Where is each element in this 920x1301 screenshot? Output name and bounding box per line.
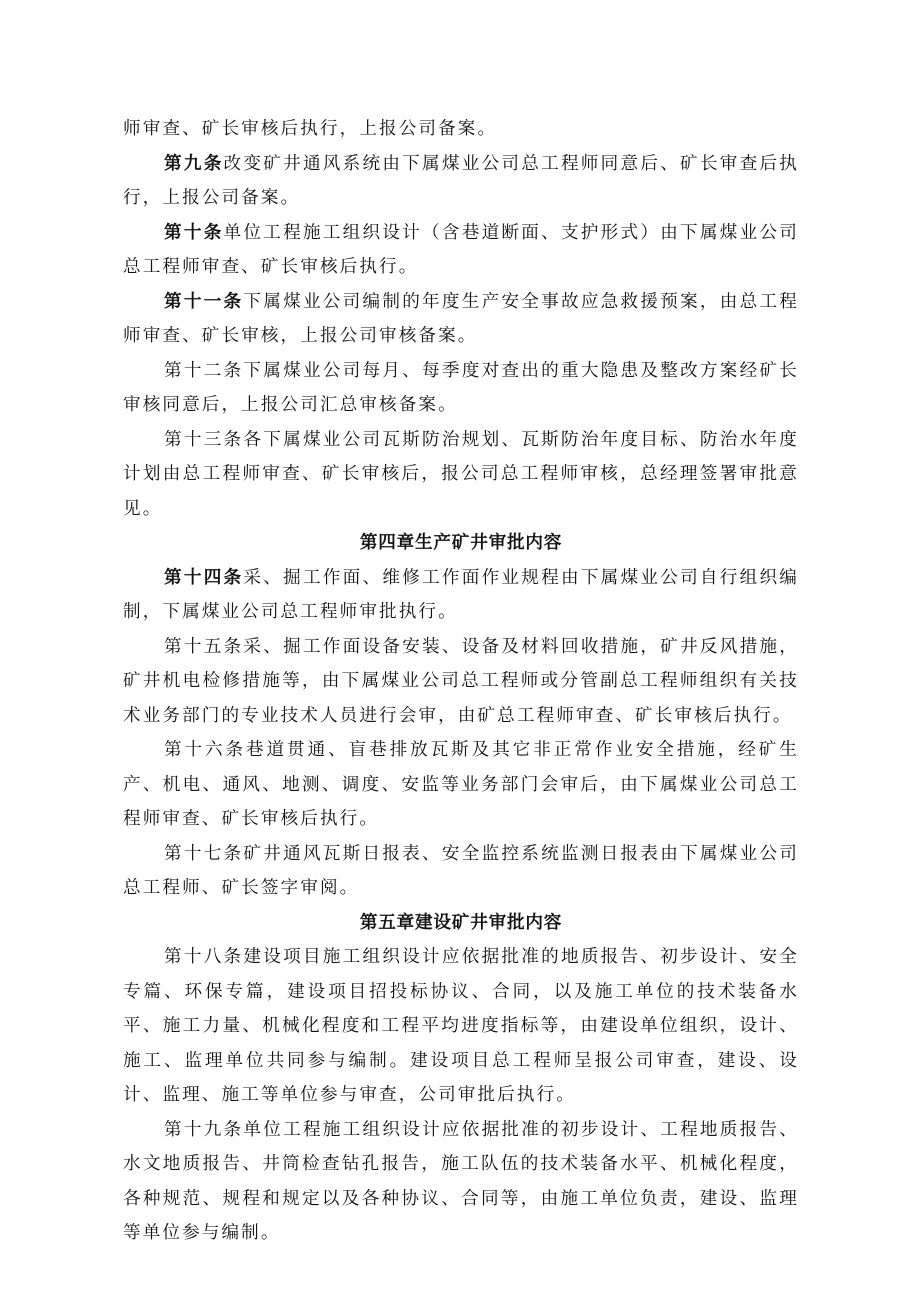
article-18: 第十八条建设项目施工组织设计应依据批准的地质报告、初步设计、安全专篇、环保专篇，建设项目招投标协议、合同，以及施工单位的技术装备水平、施工力量、机械化程度和工程平均进度指标等，由建设单位组织，设计、施工、监理单位共同参与编制。建设项目总工程师呈报公司审查，建设、设计、监理、施工等单位参与审查，公司审批后执行。	[123, 947, 799, 1105]
article-10-title: 第十条	[164, 221, 224, 243]
article-13: 第十三条各下属煤业公司瓦斯防治规划、瓦斯防治年度目标、防治水年度计划由总工程师审查、矿长审核后，报公司总工程师审核，总经理签署审批意见。	[123, 429, 799, 519]
article-10	[123, 216, 799, 285]
article-15: 第十五条采、掘工作面设备安装、设备及材料回收措施，矿井反风措施，矿井机电检修措施等，由下属煤业公司总工程师或分管副总工程师组织有关技术业务部门的专业技术人员进行会审，由矿总工程师审查、矿长审核后执行。	[123, 636, 799, 726]
article-9-title: 第九条	[164, 152, 224, 174]
article-16: 第十六条巷道贯通、盲巷排放瓦斯及其它非正常作业安全措施，经矿生产、机电、通风、地测、调度、安监等业务部门会审后，由下属煤业公司总工程师审查、矿长审核后执行。	[123, 740, 799, 829]
article-11-body: 下属煤业公司编制的年度生产安全事故应急救援预案，由总工程师审查、矿长审核，上报公司审核备案。	[123, 291, 799, 346]
article-11	[123, 285, 799, 354]
chapter-4-heading: 第四章生产矿井审批内容	[359, 532, 563, 553]
article-9	[123, 147, 799, 216]
chapter-5-heading: 第五章建设矿井审批内容	[359, 911, 563, 933]
article-19: 第十九条单位工程施工组织设计应依据批准的初步设计、工程地质报告、水文地质报告、井筒检查钻孔报告，施工队伍的技术装备水平、机械化程度，各种规范、规程和规定以及各种协议、合同等，由施工单位负责，建设、监理等单位参与编制。	[123, 1119, 799, 1243]
continuation-paragraph: 师审查、矿长审核后执行，上报公司备案。	[123, 119, 498, 139]
article-9-body: 改变矿井通风系统由下属煤业公司总工程师同意后、矿长审查后执行，上报公司备案。	[123, 153, 799, 208]
article-17: 第十七条矿井通风瓦斯日报表、安全监控系统监测日报表由下属煤业公司总工程师、矿长签字审阅。	[123, 843, 799, 898]
article-11-title: 第十一条	[164, 290, 244, 312]
article-10-body: 单位工程施工组织设计（含巷道断面、支护形式）由下属煤业公司总工程师审查、矿长审核后执行。	[123, 222, 799, 277]
article-12: 第十二条下属煤业公司每月、每季度对查出的重大隐患及整改方案经矿长审核同意后，上报公司汇总审核备案。	[123, 360, 799, 415]
article-14-body: 采、掘工作面、维修工作面作业规程由下属煤业公司自行组织编制，下属煤业公司总工程师审批执行。	[123, 567, 799, 622]
document-body	[123, 112, 799, 1251]
article-14-title: 第十四条	[164, 566, 244, 588]
article-14	[123, 561, 799, 630]
